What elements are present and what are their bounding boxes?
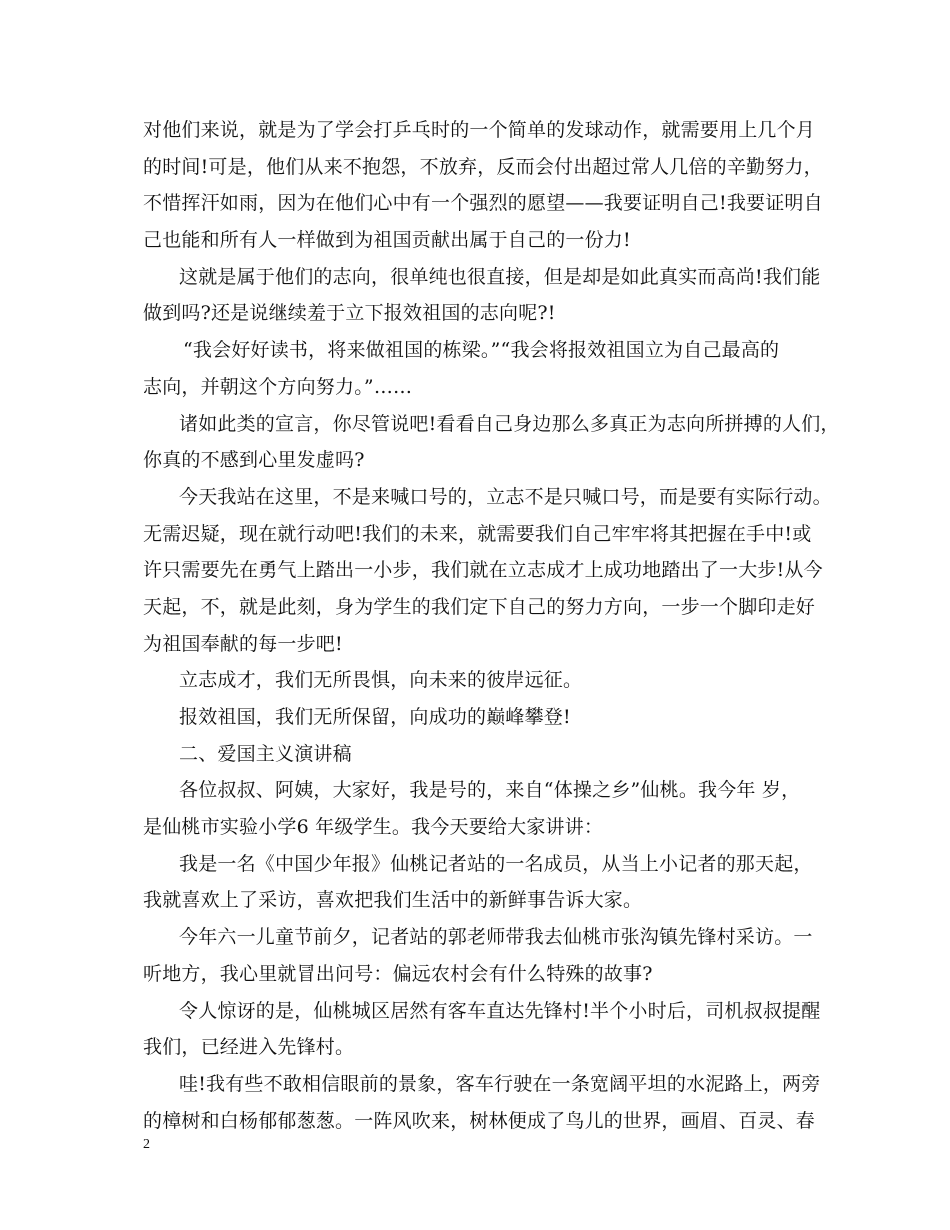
text-line: 为祖国奉献的每一步吧! — [143, 632, 343, 655]
paragraph-start-line: 这就是属于他们的志向，很单纯也很直接，但是却是如此真实而高尚!我们能 — [179, 265, 821, 288]
paragraph-start-line: 哇!我有些不敢相信眼前的景象，客车行驶在一条宽阔平坦的水泥路上，两旁 — [179, 1072, 821, 1095]
text-line: 无需迟疑，现在就行动吧!我们的未来，就需要我们自己牢牢将其把握在手中!或 — [143, 522, 812, 545]
text-line: 天起，不，就是此刻，身为学生的我们定下自己的努力方向，一步一个脚印走好 — [143, 595, 816, 618]
paragraph-start-line: 令人惊讶的是，仙桃城区居然有客车直达先锋村!半个小时后，司机叔叔提醒 — [179, 999, 821, 1022]
paragraph-start-line: “我会好好读书，将来做祖国的栋梁。”“我会将报效祖国立为自己最高的 — [183, 339, 780, 362]
paragraph-start-line: 报效祖国，我们无所保留，向成功的巅峰攀登! — [179, 706, 571, 728]
text-line: 是仙桃市实验小学6 年级学生。我今天要给大家讲讲： — [143, 816, 604, 839]
page-number: 2 — [143, 1137, 150, 1152]
text-line: 许只需要先在勇气上踏出一小步，我们就在立志成才上成功地踏出了一大步!从今 — [143, 559, 823, 582]
document-body — [143, 112, 840, 1139]
text-line: 对他们来说，就是为了学会打乒乓时的一个简单的发球动作，就需要用上几个月 — [143, 119, 816, 141]
text-line: 我就喜欢上了采访，喜欢把我们生活中的新鲜事告诉大家。 — [143, 889, 643, 912]
text-line: 志向，并朝这个方向努力。”…… — [143, 375, 413, 398]
text-line: 我们，已经进入先锋村。 — [143, 1036, 355, 1059]
text-line: 听地方，我心里就冒出问号：偏远农村会有什么特殊的故事? — [143, 962, 653, 985]
section-heading: 二、爱国主义演讲稿 — [179, 742, 352, 765]
text-line: 不惜挥汗如雨，因为在他们心中有一个强烈的愿望——我要证明自己!我要证明自 — [143, 192, 823, 215]
paragraph-start-line: 立志成才，我们无所畏惧，向未来的彼岸远征。 — [179, 669, 583, 692]
paragraph-start-line: 今天我站在这里，不是来喊口号的，立志不是只喊口号，而是要有实际行动。 — [179, 485, 832, 508]
paragraph-start-line: 各位叔叔、阿姨，大家好，我是号的，来自“体操之乡”仙桃。我今年 岁， — [179, 779, 801, 802]
paragraph-start-line: 诸如此类的宣言，你尽管说吧!看看自己身边那么多真正为志向所拼搏的人们， — [179, 412, 840, 435]
text-line: 的时间!可是，他们从来不抱怨，不放弃，反而会付出超过常人几倍的辛勤努力， — [143, 155, 823, 178]
text-line: 做到吗?还是说继续羞于立下报效祖国的志向呢?! — [143, 302, 556, 325]
paragraph-start-line: 今年六一儿童节前夕，记者站的郭老师带我去仙桃市张沟镇先锋村采访。一 — [179, 926, 813, 949]
paragraph-start-line: 我是一名《中国少年报》仙桃记者站的一名成员，从当上小记者的那天起， — [179, 852, 813, 875]
text-line: 你真的不感到心里发虚吗? — [143, 449, 365, 472]
text-line: 己也能和所有人一样做到为祖国贡献出属于自己的一份力! — [143, 229, 631, 252]
text-line: 的樟树和白杨郁郁葱葱。一阵风吹来，树林便成了鸟儿的世界，画眉、百灵、春 — [143, 1109, 816, 1132]
